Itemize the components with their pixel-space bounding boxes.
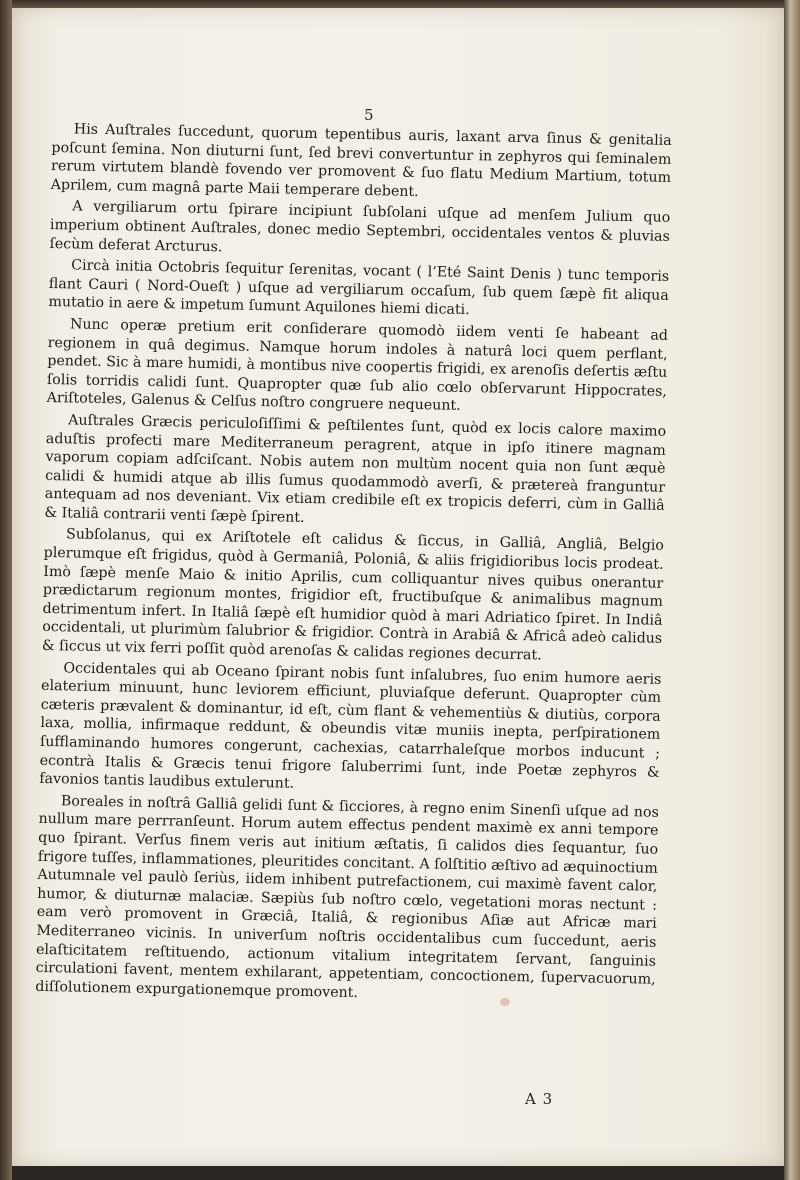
page-number: 5	[364, 106, 374, 124]
paragraph: Subſolanus, qui ex Ariſtotele eſt calidus & ſiccus, in Galliâ, Angliâ, Belgio plerumque eſt frigidus, quòd à Germaniâ, Poloniâ, & aliis frigidioribus locis prodeat. Imò ſæpè menſe Maio & initio Aprilis, cum colliquantur nives quibus onerantur prædictarum regionum montes, frigidior eſt, fructibuſque & animalibus magnum detrimentum infert. In Italiâ ſæpè eſt humidior quòd à mari Adriatico ſpiret. In Indiâ occidentali, ut plurimùm ſalubrior & frigidior. Contrà in Arabiâ & Africâ adeò calidus & ſiccus ut vix ferri poſſit quòd arenoſas & calidas regiones decurrat.	[41, 526, 665, 664]
binding-left-edge	[0, 0, 12, 1180]
paragraph: His Auſtrales ſuccedunt, quorum tepentibus auris, laxant arva ſinus & genitalia poſcunt ſemina. Non diuturni ſunt, ſed brevi convertuntur in zephyros qui ſeminalem rerum virtutem blandè fovendo ver promovent & ſuo flatu Medium Martium, totum Aprilem, cum magnâ parte Maii temperare debent.	[50, 121, 672, 200]
paragraph: Nunc operæ pretium erit conſiderare quomodò iidem venti ſe habeant ad regionem in quâ degimus. Namque horum indoles à naturâ loci quem perflant, pendet. Sic à mare humidi, à montibus nive coopertis frigidi, ex arenoſis deſertis æſtu ſolis torridis calidi ſunt. Quapropter quæ ſub alio cœlo obſervarunt Hippocrates, Ariſtoteles, Galenus & Celſus noſtro congruere nequeunt.	[46, 316, 669, 415]
paragraph: A vergiliarum ortu ſpirare incipiunt ſubſolani uſque ad menſem Julium quo imperium obtinent Auſtrales, donec medio Septembri, occidentales ventos & pluvias ſecùm deferat Arcturus.	[49, 198, 671, 255]
paragraph: Occidentales qui ab Oceano ſpirant nobis ſunt inſalubres, ſuo enim humore aeris elaterium minuunt, hunc leviorem efficiunt, pluviaſque deferunt. Quapropter cùm cæteris prævalent & dominantur, id eſt, cùm flant & vehementiùs & diutiùs, corpora laxa, mollia, infirmaque reddunt, & obeundis vitæ muniis inepta, perſpirationem ſufflaminando humores congerunt, cachexias, catarrhaleſque morbos inducunt ; econtrà Italis & Græcis tenui frigore ſaluberrimi ſunt, inde Poetæ zephyros & favonios tantis laudibus extulerunt.	[39, 659, 662, 792]
paragraph: Auſtrales Græcis periculoſiſſimi & peſtilentes ſunt, quòd ex locis calore maximo aduſtis profecti mare Mediterraneum peragrent, atque in ipſo itinere magnam vaporum copiam adſciſcant. Nobis autem non multùm nocent quia non ſunt æquè calidi & humidi atque ab illis ſumus quodammodò averſi, & prætereà franguntur antequam ad nos deveniant. Vix etiam credibile eſt ex tropicis deferri, cùm in Galliâ & Italiâ contrarii venti ſæpè ſpirent.	[44, 412, 667, 526]
signature-mark: A 3	[525, 1090, 554, 1108]
body-text	[35, 120, 672, 1011]
binding-right-edge	[784, 0, 800, 1180]
paragraph: Circà initia Octobris ſequitur ſerenitas, vocant ( l’Eté Saint Denis ) tunc temporis flant Cauri ( Nord-Oueſt ) uſque ad vergiliarum occaſum, ſub quem ſæpè fit aliqua mutatio in aere & impetum ſumunt Aquilones hiemi dicati.	[48, 257, 670, 319]
ink-smudge	[500, 998, 510, 1006]
paragraph: Boreales in noſtrâ Galliâ gelidi ſunt & ſicciores, à regno enim Sinenſi uſque ad nos nullum mare perrranſeunt. Horum autem effectus pendent maximè ex anni tempore quo ſpirant. Verſus finem veris aut initium æſtatis, ſi calidos dies ſequantur, ſuo frigore tuſſes, inflammationes, pleuritides concitant. A ſolſtitio æſtivo ad æquinoctium Autumnale vel paulò ſeriùs, iidem inhibent putrefactionem, cui maximè favent calor, humor, & diuturnæ malaciæ. Sæpiùs ſub noſtro cœlo, vegetationi moras nectunt : eam verò promovent in Græciâ, Italiâ, & regionibus Aſiæ aut Africæ mari Mediterraneo vicinis. In univerſum noſtris occidentalibus cum ſuccedunt, aeris elaſticitatem reſtituendo, actionum vitalium integritatem ſervant, ſanguinis circulationi favent, mentem exhilarant, appetentiam, concoctionem, ſupervacuorum, diſſolutionem expurgationemque promovent.	[35, 793, 659, 1001]
book-page	[12, 8, 784, 1166]
